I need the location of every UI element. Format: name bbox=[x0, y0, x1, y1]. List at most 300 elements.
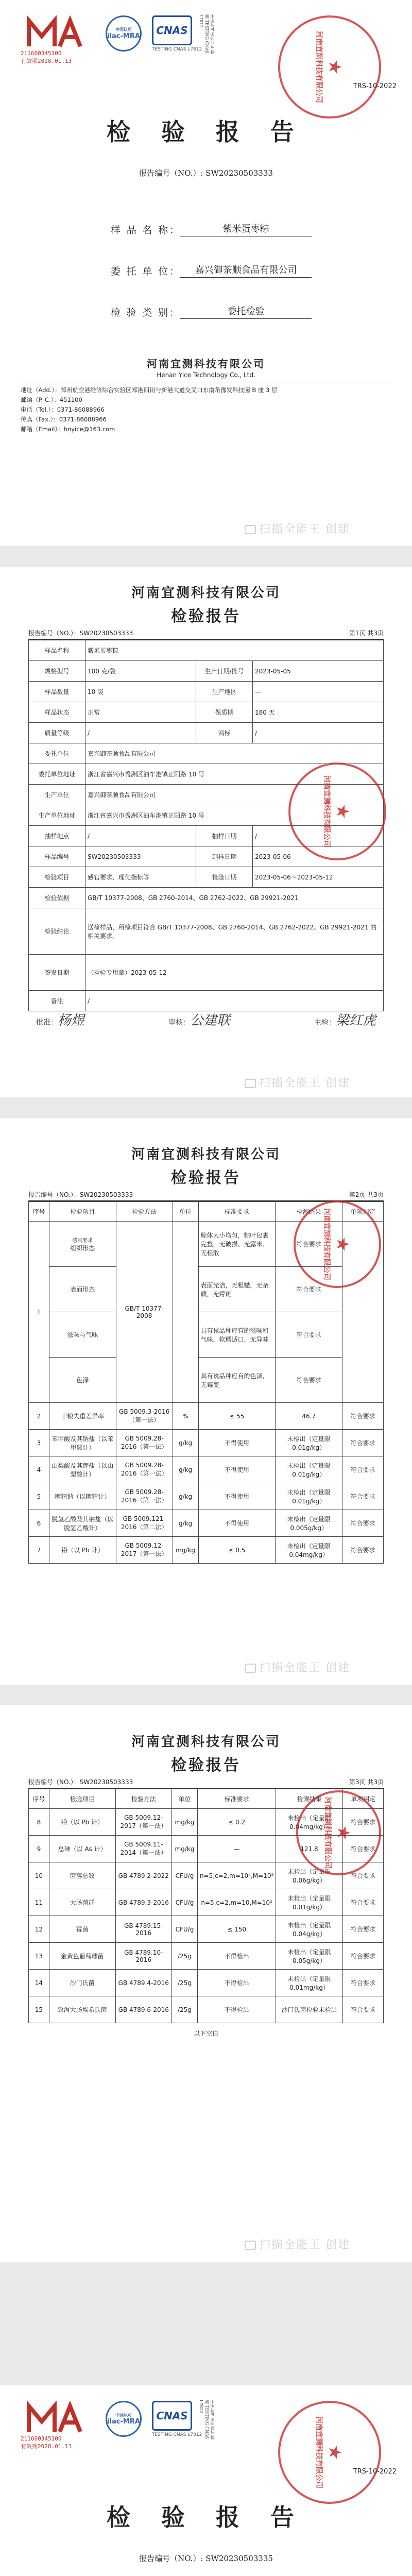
cell-judge: 符合要求 bbox=[342, 1483, 384, 1510]
ilac-mra-logo bbox=[106, 2401, 142, 2437]
cell-item: 沙门氏菌 bbox=[49, 1970, 115, 1996]
cell-res: 未检出（定量限 0.05g/kg） bbox=[276, 1943, 342, 1970]
info-value: 2023-05-05 bbox=[253, 661, 384, 682]
report-no-value: SW20230503333 bbox=[205, 168, 273, 178]
info-key: 检验项目 bbox=[29, 867, 85, 888]
info-value: / bbox=[253, 826, 384, 846]
info-value: SW20230503333 bbox=[85, 846, 196, 867]
cell-method: GB 4789.6-2016 bbox=[115, 1996, 171, 2023]
cnas-logo bbox=[152, 2401, 202, 2437]
cnas-text: CNAS bbox=[152, 15, 192, 45]
cell-no: 6 bbox=[29, 1510, 49, 1537]
cell-unit: g/kg bbox=[173, 1510, 198, 1537]
official-seal: ★ 河南宜测科技有限公司 bbox=[294, 1200, 381, 1288]
page-gap bbox=[0, 2262, 412, 2385]
sense-item-label: 滋味与气味 bbox=[67, 1331, 98, 1338]
org-en-name: Henan Yice Technology Co., Ltd. bbox=[21, 371, 391, 382]
cover-page-2 bbox=[0, 2385, 412, 2576]
page-header bbox=[0, 1731, 412, 1775]
cell-item: 铅（以 Pb 计） bbox=[49, 1537, 116, 1564]
info-row bbox=[29, 888, 384, 908]
page-header bbox=[0, 582, 412, 626]
column-header: 序号 bbox=[29, 1789, 49, 1809]
page-report-title: 检验报告 bbox=[171, 1756, 241, 1774]
side-stamp: 中国认可 国际互认 检测 TESTING CNAS L7812 bbox=[199, 14, 215, 55]
info-row bbox=[29, 661, 384, 682]
cnas-logo bbox=[152, 15, 202, 52]
cell-unit: /25g bbox=[171, 1970, 197, 1996]
info-key: 样品编号 bbox=[29, 846, 85, 867]
client-row bbox=[111, 263, 312, 278]
page-report-no: 报告编号（NO.）：SW20230503333 bbox=[28, 1191, 133, 1198]
info-value: 正常 bbox=[85, 702, 196, 723]
doc-number: TRS-10-2022 bbox=[353, 2468, 397, 2476]
cell-judge: 符合要求 bbox=[342, 1889, 383, 1916]
cell-no: 2 bbox=[29, 1403, 49, 1430]
cell-no: 3 bbox=[29, 1430, 49, 1456]
ma-number: 211600345100 bbox=[21, 2435, 62, 2442]
info-key: 样品状态 bbox=[29, 702, 85, 723]
cell-req: ≤ 150 bbox=[197, 1916, 276, 1943]
page-number: 第2页 共3页 bbox=[349, 1191, 384, 1198]
cell-item: 干粮失重差异率 bbox=[49, 1403, 116, 1430]
page-gap bbox=[0, 546, 412, 567]
page-org: 河南宜测科技有限公司 bbox=[131, 1734, 281, 1750]
info-value: 浙江省嘉兴市秀洲区油车港镇正阳路 10 号 bbox=[85, 805, 384, 826]
column-header: 标准要求 bbox=[198, 1202, 276, 1222]
sense-item bbox=[49, 1222, 116, 1267]
cell-no: 9 bbox=[29, 1836, 49, 1862]
table-row bbox=[29, 1456, 384, 1483]
table-row bbox=[29, 1403, 384, 1430]
sense-item-label: 表面形态 bbox=[70, 1286, 95, 1293]
cell-res: 未检出（定量限 0.04mg/kg） bbox=[276, 1537, 342, 1564]
cnas-sub: TESTING CNAS L7812 bbox=[152, 2432, 202, 2437]
signature-row bbox=[36, 1010, 376, 1029]
type-label: 检 验 类 别： bbox=[111, 307, 180, 318]
cell-no: 10 bbox=[29, 1862, 49, 1889]
info-key: 签发日期 bbox=[29, 955, 85, 991]
cell-judge: 符合要求 bbox=[342, 1809, 383, 1836]
page-gap bbox=[0, 1097, 412, 1118]
cell-req: n=5,c=2,m=10⁴,M=10⁵ bbox=[197, 1862, 276, 1889]
cell-item: 致泻大肠埃希氏菌 bbox=[49, 1996, 115, 2023]
cell-item: 金黄色葡萄球菌 bbox=[49, 1943, 115, 1970]
scanner-icon bbox=[245, 525, 256, 534]
info-row bbox=[29, 702, 384, 723]
scanner-icon bbox=[245, 1079, 256, 1088]
ma-icon bbox=[24, 2401, 85, 2437]
info-key: 规格型号 bbox=[29, 661, 85, 682]
report-page-2 bbox=[0, 567, 412, 1097]
table-row bbox=[29, 1358, 384, 1403]
cell-method: GB 5009.28-2016（第一法） bbox=[116, 1483, 173, 1510]
cell-res: 46.7 bbox=[276, 1403, 342, 1430]
column-header: 单项判定 bbox=[342, 1789, 383, 1809]
info-value: 2023-05-06～2023-05-12 bbox=[253, 867, 384, 888]
cell-judge: 符合要求 bbox=[342, 1430, 384, 1456]
scanner-watermark: 扫描全能王 创建 bbox=[245, 2236, 350, 2252]
report-page-4 bbox=[0, 1705, 412, 2262]
cell-method: GB 5009.121-2016（第二法） bbox=[116, 1510, 173, 1537]
ilac-mra-logo bbox=[106, 15, 142, 52]
org-email: 邮箱（Email）：hnyice@163.com bbox=[21, 426, 115, 433]
org-name: 河南宜测科技有限公司 bbox=[147, 358, 265, 370]
info-key: 到样日期 bbox=[196, 846, 253, 867]
cell-req: 不得使用 bbox=[198, 1510, 276, 1537]
sense-requirement: 粽体大小均匀，粽叶包裹完整，无破损、无露米、无松散 bbox=[198, 1222, 276, 1267]
cert-mid: ilac-MRA bbox=[107, 2418, 140, 2426]
cell-no: 14 bbox=[29, 1970, 49, 1996]
cell-unit: CFU/g bbox=[171, 1916, 197, 1943]
review-label: 审核： bbox=[168, 1019, 190, 1027]
table-row bbox=[29, 1510, 384, 1537]
sense-unit bbox=[173, 1222, 198, 1403]
scanner-watermark: 扫描全能王 创建 bbox=[245, 1074, 350, 1090]
cell-judge: 符合要求 bbox=[342, 1916, 383, 1943]
sample-name-label: 样 品 名 称： bbox=[111, 225, 180, 236]
info-row bbox=[29, 908, 384, 955]
client-label: 委 托 单 位： bbox=[111, 266, 180, 277]
cert-top: 中国认可 bbox=[115, 2413, 132, 2417]
report-no-value: SW20230503335 bbox=[205, 2554, 273, 2563]
cell-unit: CFU/g bbox=[171, 1862, 197, 1889]
info-value: 2023-05-06 bbox=[253, 846, 384, 867]
cell-unit: mg/kg bbox=[171, 1809, 197, 1836]
cell-unit: mg/kg bbox=[173, 1537, 198, 1564]
info-value: / bbox=[85, 991, 384, 1011]
approve-signature: 杨煜 bbox=[58, 1013, 85, 1028]
page-meta bbox=[28, 1190, 384, 1201]
info-key: 质量等级 bbox=[29, 723, 85, 743]
cell-judge: 符合要求 bbox=[342, 1403, 384, 1430]
info-value: 感官要求、理化指标等 bbox=[85, 867, 196, 888]
report-no-label: 报告编号（NO.）: bbox=[139, 168, 203, 178]
cell-judge: 符合要求 bbox=[342, 1510, 384, 1537]
cell-method: GB 5009.11-2014（第一法） bbox=[115, 1836, 171, 1862]
cell-req: 不得检出 bbox=[197, 1970, 276, 1996]
column-header: 检验项目 bbox=[49, 1202, 116, 1222]
cert-top: 中国认可 bbox=[115, 27, 132, 32]
column-header: 序号 bbox=[29, 1202, 49, 1222]
cell-req: ≤ 0.5 bbox=[198, 1537, 276, 1564]
cnas-text: CNAS bbox=[152, 2401, 192, 2431]
cell-res: 未检出（定量限 0.04mg/kg） bbox=[276, 1809, 342, 1836]
info-key: 检验依据 bbox=[29, 888, 85, 908]
info-row bbox=[29, 743, 384, 764]
sense-method: GB/T 10377-2008 bbox=[116, 1222, 173, 1403]
info-value: 嘉兴御茶顺食品有限公司 bbox=[85, 785, 384, 805]
cell-item: 大肠菌群 bbox=[49, 1889, 115, 1916]
cert-mid: ilac-MRA bbox=[107, 32, 140, 40]
row-number: 1 bbox=[29, 1222, 49, 1403]
info-key: 备注 bbox=[29, 991, 85, 1011]
info-value: / bbox=[253, 723, 384, 743]
cell-res: 未检出（定量限 0.01g/kg） bbox=[276, 1456, 342, 1483]
info-key: 委托单位 bbox=[29, 743, 85, 764]
cell-req: 不得检出 bbox=[197, 1996, 276, 2023]
org-info bbox=[21, 355, 391, 434]
cell-item: 菌落总数 bbox=[49, 1862, 115, 1889]
info-value: 紫米蛋枣粽 bbox=[85, 640, 384, 661]
info-row bbox=[29, 955, 384, 991]
info-row bbox=[29, 867, 384, 888]
cell-item: 苯甲酸及其钠盐（以苯甲酸计） bbox=[49, 1430, 116, 1456]
cell-unit: /25g bbox=[171, 1996, 197, 2023]
cell-res: 121.8 bbox=[276, 1836, 342, 1862]
column-header: 单位 bbox=[171, 1789, 197, 1809]
cell-req: 不得使用 bbox=[198, 1430, 276, 1456]
info-value: / bbox=[85, 826, 196, 846]
cell-res: 未检出（定量限 0.01mg/kg） bbox=[276, 1970, 342, 1996]
info-key: 保质期 bbox=[196, 702, 253, 723]
ma-logo bbox=[21, 15, 93, 62]
official-seal: ★ 河南宜测科技有限公司 bbox=[296, 1790, 381, 1875]
cell-no: 15 bbox=[29, 1996, 49, 2023]
info-value: 100 克/袋 bbox=[85, 661, 196, 682]
info-row bbox=[29, 640, 384, 661]
cell-no: 4 bbox=[29, 1456, 49, 1483]
cell-res: 未检出（定量限 0.01g/kg） bbox=[276, 1483, 342, 1510]
table-row bbox=[29, 1916, 384, 1943]
cell-unit: g/kg bbox=[173, 1483, 198, 1510]
report-page-3 bbox=[0, 1118, 412, 1685]
cell-req: 不得使用 bbox=[198, 1483, 276, 1510]
table-row bbox=[29, 1970, 384, 1996]
info-value: 嘉兴御茶顺食品有限公司 bbox=[85, 743, 384, 764]
cell-req: 不得使用 bbox=[198, 1456, 276, 1483]
info-key: 样品数量 bbox=[29, 682, 85, 702]
type-row bbox=[111, 304, 312, 319]
sense-item bbox=[49, 1358, 116, 1403]
scanner-watermark: 扫描全能王 创建 bbox=[245, 520, 350, 536]
info-key: 样品名称 bbox=[29, 640, 85, 661]
sense-item-label: 组织形态 bbox=[70, 1244, 95, 1252]
sense-item bbox=[49, 1267, 116, 1312]
ma-icon bbox=[24, 15, 85, 52]
info-row bbox=[29, 723, 384, 743]
info-key: 生产单位 bbox=[29, 785, 85, 805]
scanner-icon bbox=[245, 1664, 256, 1673]
cell-unit: % bbox=[173, 1403, 198, 1430]
sense-result: 符合要求 bbox=[276, 1358, 342, 1403]
official-seal: ★ 河南宜测科技有限公司 bbox=[288, 762, 386, 860]
sample-name-row bbox=[111, 222, 312, 236]
table-row bbox=[29, 1430, 384, 1456]
cell-res: 未检出（定量限 0.06g/kg） bbox=[276, 1862, 342, 1889]
ma-logo bbox=[21, 2401, 93, 2450]
sense-requirement: 具有该品种应有的滋味和气味，软糯适口，无异味 bbox=[198, 1312, 276, 1358]
cell-no: 12 bbox=[29, 1916, 49, 1943]
table-end-row bbox=[29, 2023, 384, 2044]
doc-number: TRS-10-2022 bbox=[353, 82, 397, 90]
cell-req: n=5,c=2,m=10,M=10² bbox=[197, 1889, 276, 1916]
cell-method: GB 5009.12-2017（第一法） bbox=[116, 1537, 173, 1564]
cover-title: 检 验 报 告 bbox=[106, 118, 306, 146]
cell-res: 未检出（定量限 0.01g/kg） bbox=[276, 1430, 342, 1456]
cell-no: 5 bbox=[29, 1483, 49, 1510]
cell-method: GB 4789.4-2016 bbox=[115, 1970, 171, 1996]
cover-title: 检 验 报 告 bbox=[106, 2503, 306, 2531]
column-header: 检验方法 bbox=[116, 1202, 173, 1222]
info-key: 商标 bbox=[196, 723, 253, 743]
table-row bbox=[29, 1483, 384, 1510]
table-row bbox=[29, 1943, 384, 1970]
cell-res: 未检出（定量限 0.005g/kg） bbox=[276, 1510, 342, 1537]
cell-judge: 符合要求 bbox=[342, 1456, 384, 1483]
column-header: 单位 bbox=[173, 1202, 198, 1222]
page-meta bbox=[28, 629, 384, 640]
page-header bbox=[0, 1144, 412, 1188]
table-row bbox=[29, 1312, 384, 1358]
info-key: 抽样日期 bbox=[196, 826, 253, 846]
table-row bbox=[29, 1537, 384, 1564]
main-signature: 梁红虎 bbox=[335, 1013, 376, 1028]
sense-item-label: 色泽 bbox=[76, 1377, 89, 1384]
page-org: 河南宜测科技有限公司 bbox=[131, 1147, 281, 1162]
column-header: 标准要求 bbox=[197, 1789, 276, 1809]
cell-req: — bbox=[197, 1836, 276, 1862]
cell-item: 铅（以 Pb 计） bbox=[49, 1809, 115, 1836]
ma-number: 211600345100 bbox=[21, 50, 62, 57]
info-value: 180 天 bbox=[253, 702, 384, 723]
cell-req: 不得检出 bbox=[197, 1943, 276, 1970]
table-row bbox=[29, 1996, 384, 2023]
cell-unit: CFU/g bbox=[171, 1889, 197, 1916]
cell-unit: g/kg bbox=[173, 1430, 198, 1456]
cell-no: 7 bbox=[29, 1537, 49, 1564]
type-value: 委托检验 bbox=[180, 304, 312, 319]
info-value: 浙江省嘉兴市秀洲区油车港镇正阳路 10 号 bbox=[85, 764, 384, 785]
info-value: GB/T 10377-2008、GB 2760-2014、GB 2762-2022、GB 29921-2021 bbox=[85, 888, 384, 908]
cell-no: 13 bbox=[29, 1943, 49, 1970]
sense-requirement: 表面光洁，无粗糙，无杂质，无霉斑 bbox=[198, 1267, 276, 1312]
info-value: 10 袋 bbox=[85, 682, 196, 702]
report-no-label: 报告编号（NO.）: bbox=[139, 2554, 203, 2563]
ma-valid: 有效期2028.01.13 bbox=[21, 58, 72, 64]
cell-method: GB 4789.3-2016 bbox=[115, 1889, 171, 1916]
page-gap bbox=[0, 1685, 412, 1705]
cell-judge: 符合要求 bbox=[342, 1836, 383, 1862]
cell-unit: g/kg bbox=[173, 1456, 198, 1483]
sense-requirement: 具有该品种应有的色泽，无霉变 bbox=[198, 1358, 276, 1403]
cell-method: GB 5009.28-2016（第一法） bbox=[116, 1456, 173, 1483]
column-header: 检验项目 bbox=[49, 1789, 115, 1809]
cell-res: 未检出（定量限 0.04g/kg） bbox=[276, 1916, 342, 1943]
sense-result: 符合要求 bbox=[276, 1267, 342, 1312]
cell-unit: /25g bbox=[171, 1943, 197, 1970]
sense-result: 符合要求 bbox=[276, 1312, 342, 1358]
cnas-sub: TESTING CNAS L7812 bbox=[152, 47, 202, 52]
sense-result: 符合要求 bbox=[276, 1222, 342, 1267]
page-org: 河南宜测科技有限公司 bbox=[131, 585, 281, 601]
cell-judge: 符合要求 bbox=[342, 1862, 383, 1889]
cell-judge: 符合要求 bbox=[342, 1996, 383, 2023]
info-key: 生产单位地址 bbox=[29, 805, 85, 826]
page-report-title: 检验报告 bbox=[171, 607, 241, 625]
info-key: 检验结论 bbox=[29, 908, 85, 955]
cell-judge: 符合要求 bbox=[342, 1537, 384, 1564]
org-postcode: 邮编（P. C.）：451100 bbox=[21, 396, 82, 403]
main-label: 主检： bbox=[314, 1019, 336, 1027]
info-value: — bbox=[253, 682, 384, 702]
client-value: 嘉兴御茶顺食品有限公司 bbox=[180, 263, 312, 278]
cell-no: 11 bbox=[29, 1889, 49, 1916]
page-report-no: 报告编号（NO.）：SW20230503333 bbox=[28, 1778, 133, 1786]
cell-res: 未检出（定量限 0.01g/kg） bbox=[276, 1889, 342, 1916]
org-address: 地址（Add.）：郑州航空港经济综合实验区郑港四街与新港大道交叉口东南角豫发科技园 B 座 3 层 bbox=[21, 386, 278, 394]
page-meta bbox=[28, 1777, 384, 1789]
cell-method: GB 5009.3-2016（第一法） bbox=[116, 1403, 173, 1430]
official-seal: ★ 河南宜测科技有限公司 bbox=[278, 15, 381, 118]
org-fax: 传真（Fax.）：0371-86088966 bbox=[21, 416, 107, 423]
cell-item: 总砷（以 As 计） bbox=[49, 1836, 115, 1862]
cover-report-number bbox=[0, 167, 412, 178]
end-of-table: 以下空白 bbox=[193, 2030, 218, 2038]
cell-method: GB 5009.28-2016（第一法） bbox=[116, 1430, 173, 1456]
info-key: 生产日期/批号 bbox=[196, 661, 253, 682]
cell-method: GB 4789.2-2022 bbox=[115, 1862, 171, 1889]
column-header: 检验方法 bbox=[115, 1789, 171, 1809]
sense-item bbox=[49, 1312, 116, 1358]
side-stamp: 中国认可 国际互认 检测 TESTING CNAS L7812 bbox=[199, 2400, 215, 2440]
cell-method: GB 4789.10-2016 bbox=[115, 1943, 171, 1970]
info-value: 送检样品，所检项目符合 GB/T 10377-2008、GB 2760-2014、GB 2762-2022、GB 29921-2021 的相关要求。 bbox=[85, 908, 384, 955]
cell-item: 脱氢乙酸及其钠盐（以脱氢乙酸计） bbox=[49, 1510, 116, 1537]
info-row bbox=[29, 682, 384, 702]
info-key: 检验日期 bbox=[196, 867, 253, 888]
info-value: （检验专用章）2023-05-12 bbox=[85, 955, 384, 991]
info-key: 委托单位地址 bbox=[29, 764, 85, 785]
column-header: 单项判定 bbox=[342, 1202, 384, 1222]
approve-label: 批准： bbox=[36, 1019, 58, 1027]
info-key: 抽样地点 bbox=[29, 826, 85, 846]
sense-group: 感官要求 bbox=[72, 1238, 93, 1244]
cover-report-number bbox=[0, 2553, 412, 2564]
cell-judge: 符合要求 bbox=[342, 1943, 383, 1970]
cell-req: ≤ 0.2 bbox=[197, 1809, 276, 1836]
cell-unit: mg/kg bbox=[171, 1836, 197, 1862]
page-number: 第1页 共3页 bbox=[349, 630, 384, 637]
cell-judge: 符合要求 bbox=[342, 1970, 383, 1996]
column-header: 检测结果 bbox=[276, 1202, 342, 1222]
ma-valid: 有效期2028.01.13 bbox=[21, 2443, 72, 2450]
info-row bbox=[29, 991, 384, 1011]
cell-req: ≤ 55 bbox=[198, 1403, 276, 1430]
cell-res: 沙门氏菌检验未检出 bbox=[276, 1996, 342, 2023]
cell-no: 8 bbox=[29, 1809, 49, 1836]
page-report-title: 检验报告 bbox=[171, 1169, 241, 1187]
cover-page-1 bbox=[0, 0, 412, 546]
cell-method: GB 4789.15-2016 bbox=[115, 1916, 171, 1943]
info-value: / bbox=[85, 723, 196, 743]
org-phone: 电话（Tel.）：0371-86088966 bbox=[21, 406, 105, 413]
scanner-icon bbox=[245, 2241, 256, 2250]
review-signature: 公建联 bbox=[190, 1013, 230, 1028]
official-seal: ★ 河南宜测科技有限公司 bbox=[278, 2401, 381, 2504]
cell-item: 山梨酸及其钾盐（以山梨酸计） bbox=[49, 1456, 116, 1483]
sample-name-value: 紫米蛋枣粽 bbox=[180, 222, 312, 236]
page-number: 第3页 共3页 bbox=[349, 1778, 384, 1786]
table-row bbox=[29, 1889, 384, 1916]
cell-method: GB 5009.12-2017（第一法） bbox=[115, 1809, 171, 1836]
info-key: 生产地区 bbox=[196, 682, 253, 702]
cell-item: 糖精钠（以糖精计） bbox=[49, 1483, 116, 1510]
scanner-watermark: 扫描全能王 创建 bbox=[245, 1659, 350, 1675]
cell-item: 霉菌 bbox=[49, 1916, 115, 1943]
column-header: 检测结果 bbox=[276, 1789, 342, 1809]
page-report-no: 报告编号（NO.）：SW20230503333 bbox=[28, 630, 133, 637]
